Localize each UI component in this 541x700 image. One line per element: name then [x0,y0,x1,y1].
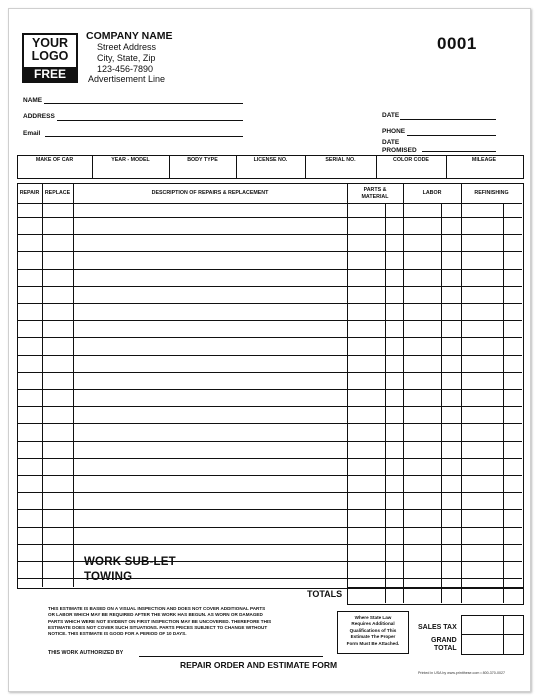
vehicle-header-mileage: MILEAGE [471,157,497,163]
description-header: DESCRIPTION OF REPAIRS & REPLACEMENT [151,190,269,196]
vehicle-header-serial: SERIAL NO. [325,157,356,163]
totals-divider [403,587,404,603]
totals-divider [461,587,462,603]
tax-total-boxes [461,615,524,655]
authorized-by-label: THIS WORK AUTHORIZED BY [48,650,124,656]
sales-tax-label: SALES TAX [418,624,457,631]
date-field[interactable] [400,119,496,120]
table-row-line [17,527,522,528]
parts-header-line2: MATERIAL [361,193,389,200]
address-label: ADDRESS [23,113,55,120]
logo-line-free: FREE [24,67,76,81]
table-row-line [17,269,522,270]
vehicle-header-color-code: COLOR CODE [393,157,429,163]
parts-material-header [347,187,403,200]
totals-divider [385,587,386,603]
table-row-line [17,406,522,407]
email-label: Email [23,130,41,137]
table-row-line [17,441,522,442]
replace-header: REPLACE [44,190,71,196]
table-row-line [17,303,522,304]
table-row-line [17,355,522,356]
vehicle-header-make: MAKE OF CAR [35,157,74,163]
table-row-line [17,509,522,510]
tax-total-cents-divider [503,615,504,654]
tax-total-divider [461,634,523,635]
phone-label: PHONE [382,128,406,135]
date-label: DATE [382,112,400,119]
table-row-line [17,492,522,493]
state-law-notice [337,611,409,654]
company-phone: 123-456-7890 [97,64,154,74]
printer-credit: Printed in USA by www.printthese.com • 800-370-0027 [418,671,505,675]
table-row-line [17,234,522,235]
street-address: Street Address [97,42,157,52]
phone-field[interactable] [407,135,496,136]
table-cents-divider [385,203,386,587]
vehicle-header-year-model: YEAR - MODEL [111,157,150,163]
table-row-line [17,337,522,338]
date-promised-field[interactable] [422,151,496,152]
date-promised-label [382,139,417,154]
logo-line-your: YOUR [31,36,69,50]
logo-placeholder [22,33,78,83]
date-promised-line2: PROMISED [382,146,417,154]
repair-header: REPAIR [19,190,40,196]
form-number: 0001 [437,34,477,53]
grand-total-line2: TOTAL [433,645,457,652]
disclaimer-line: ESTIMATE DOES NOT COVER SUCH SITUATIONS. PARTS PRICES SUBJECT TO CHANGE WITHOUT [48,624,268,630]
date-promised-line1: DATE [382,139,400,146]
table-row-line [17,320,522,321]
totals-label: TOTALS [307,589,343,599]
table-row-line [17,544,522,545]
company-name: COMPANY NAME [86,30,173,42]
parts-header-line1: PARTS & [363,187,387,193]
work-sublet-label: WORK SUB-LET [84,556,176,568]
table-row-line [17,286,522,287]
notice-line: Requires Additional [351,621,395,627]
notice-line: Where State Law [354,615,392,620]
form-title: REPAIR ORDER AND ESTIMATE FORM [180,660,338,670]
refinishing-header: REFINISHING [474,190,509,196]
table-header-divider [17,203,522,204]
repairs-table-border [17,183,524,589]
disclaimer-line: THIS ESTIMATE IS BASED ON A VISUAL INSPECTION AND DOES NOT COVER ADDITIONAL PARTS [48,606,266,611]
table-row-line [17,217,522,218]
disclaimer-line: OR LABOR WHICH MAY BE REQUIRED AFTER THE WORK HAS BEGUN. AS WORN OR DAMAGED [48,612,263,618]
vehicle-header-license: LICENSE NO. [253,157,288,163]
notice-text [338,612,408,647]
logo-line-logo: LOGO [31,49,69,63]
table-row-line [17,475,522,476]
totals-divider [441,587,442,603]
name-label: NAME [23,97,43,104]
address-field[interactable] [57,120,243,121]
table-cents-divider [441,203,442,587]
labor-header: LABOR [422,190,442,196]
notice-line: Qualifications of This [349,627,397,633]
notice-line: Estimate The Proper [350,634,396,640]
disclaimer-line: NOTICE. THIS ESTIMATE IS GOOD FOR A PERIOD OF 10 DAYS. [48,631,187,637]
table-row-line [17,372,522,373]
table-row-line [17,458,522,459]
city-state-zip: City, State, Zip [97,53,156,63]
table-row-line [17,423,522,424]
advertisement-line: Advertisement Line [88,74,166,84]
totals-row [347,587,524,605]
table-row-line [17,251,522,252]
grand-total-label [431,637,457,653]
email-field[interactable] [45,136,243,137]
disclaimer-line: PARTS WHICH WERE NOT EVIDENT ON FIRST INSPECTION MAY BE UNCOVERED. THEREFORE THIS [48,618,272,624]
table-cents-divider [503,203,504,587]
vehicle-header-body-type: BODY TYPE [187,157,218,163]
towing-label: TOWING [84,571,133,583]
name-field[interactable] [44,103,243,104]
table-row-line [17,389,522,390]
disclaimer-text [48,606,318,637]
notice-line: Form Must Be Attached. [346,640,400,646]
grand-total-line1: GRAND [431,637,457,644]
totals-divider [503,587,504,603]
authorized-signature-field[interactable] [139,656,323,657]
